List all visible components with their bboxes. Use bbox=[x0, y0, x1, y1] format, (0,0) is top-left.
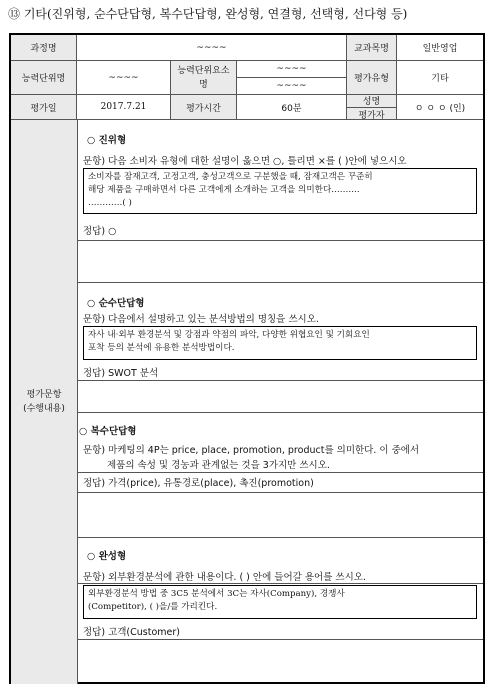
box-line: (Competitor), ( )을/를 가리킨다. bbox=[88, 602, 218, 612]
evaluator-value: ㅇ ㅇ ㅇ (인) bbox=[414, 103, 466, 114]
evaluator-label-role: 평가자 bbox=[358, 110, 385, 121]
evaluator-label bbox=[347, 95, 397, 119]
divider bbox=[77, 583, 483, 584]
answer-text: 정답) 고객(Customer) bbox=[83, 627, 180, 638]
evaluation-sheet bbox=[9, 33, 485, 684]
section-true-false bbox=[77, 120, 483, 283]
divider bbox=[77, 639, 483, 640]
element-label: 능력단위요소명 bbox=[171, 61, 237, 94]
answer-text: 정답) 가격(price), 유통경로(place), 촉진(promotion) bbox=[83, 478, 314, 489]
evaluator-label-name: 성명 bbox=[347, 94, 396, 108]
section-completion bbox=[77, 538, 483, 684]
box-line: 소비자를 잠재고객, 고정고객, 충성고객으로 구분했을 때, 잠재고객은 꾸준히 bbox=[88, 172, 373, 182]
box-line: 외부환경분석 방법 중 3C5 분석에서 3C는 자사(Company), 경쟁사 bbox=[88, 589, 345, 599]
question-box bbox=[83, 585, 477, 619]
section-multiple-short-answer bbox=[77, 413, 483, 538]
header-row-course bbox=[11, 35, 483, 61]
unit-value: ~~~~ bbox=[77, 61, 171, 94]
question-box bbox=[83, 168, 477, 214]
eval-type-label: 평가유형 bbox=[347, 61, 397, 94]
time-value: 60분 bbox=[237, 95, 347, 119]
header-row-unit bbox=[11, 61, 483, 95]
section-heading: ⑬ 기타(진위형, 순수단답형, 복수단답형, 완성형, 연결형, 선택형, 선다형 등) bbox=[8, 7, 408, 21]
section-title: ○ 완성형 bbox=[87, 551, 127, 562]
question-text-continued: 제품의 속성 및 경농과 관계없는 것을 3가지만 쓰시오. bbox=[107, 460, 330, 471]
questions-area bbox=[77, 120, 483, 684]
question-text: 문항) 외부환경분석에 관한 내용이다. ( ) 안에 들어갈 용어를 쓰시오. bbox=[83, 572, 366, 583]
question-text: 문항) 다음에서 설명하고 있는 분석방법의 명칭을 쓰시오. bbox=[83, 314, 319, 325]
section-title: ○ 순수단답형 bbox=[87, 298, 145, 309]
section-title: ○ 복수단답형 bbox=[79, 426, 137, 437]
questions-label-line-2: (수행내용) bbox=[23, 404, 65, 414]
section-short-answer bbox=[77, 283, 483, 413]
date-value: 2017.7.21 bbox=[77, 95, 171, 119]
question-text: 문항) 다음 소비자 유형에 대한 설명이 옳으면 ○, 틀리면 ×를 ( )안에 넣으시오 bbox=[83, 156, 407, 167]
answer-text: 정답) ○ bbox=[83, 226, 117, 237]
questions-label bbox=[11, 120, 78, 684]
subject-label: 교과목명 bbox=[347, 35, 397, 60]
unit-label: 능력단위명 bbox=[11, 61, 77, 94]
box-line: 포착 등의 분석에 유용한 분석방법이다. bbox=[88, 343, 235, 353]
header-row-date bbox=[11, 95, 483, 120]
divider bbox=[77, 240, 483, 241]
box-line: …………( ) bbox=[88, 198, 132, 208]
course-label: 과정명 bbox=[11, 35, 77, 60]
element-value bbox=[237, 61, 347, 94]
section-title: ○ 진위형 bbox=[87, 135, 127, 146]
eval-type-value: 기타 bbox=[431, 74, 449, 84]
date-label: 평가일 bbox=[11, 95, 77, 119]
question-box bbox=[83, 326, 477, 360]
divider bbox=[77, 380, 483, 381]
divider bbox=[77, 472, 483, 473]
box-line: 자사 내·외부 환경분석 및 강점과 약점의 파악, 다양한 위협요인 및 기회요인 bbox=[88, 330, 370, 340]
element-value-1: ~~~~ bbox=[237, 61, 346, 78]
time-label: 평가시간 bbox=[171, 95, 237, 119]
box-line: 해당 제품을 구매하면서 다른 고객에게 소개하는 고객을 의미한다.……… bbox=[88, 185, 360, 195]
element-value-2: ~~~~ bbox=[276, 81, 307, 91]
answer-text: 정답) SWOT 분석 bbox=[83, 368, 159, 379]
questions-label-line-1: 평가문항 bbox=[26, 389, 62, 400]
question-text: 문항) 마케팅의 4P는 price, place, promotion, product를 의미한다. 이 중에서 bbox=[83, 445, 420, 456]
course-value: ~~~~ bbox=[77, 35, 347, 60]
divider bbox=[77, 492, 483, 493]
subject-value: 일반영업 bbox=[422, 44, 458, 54]
